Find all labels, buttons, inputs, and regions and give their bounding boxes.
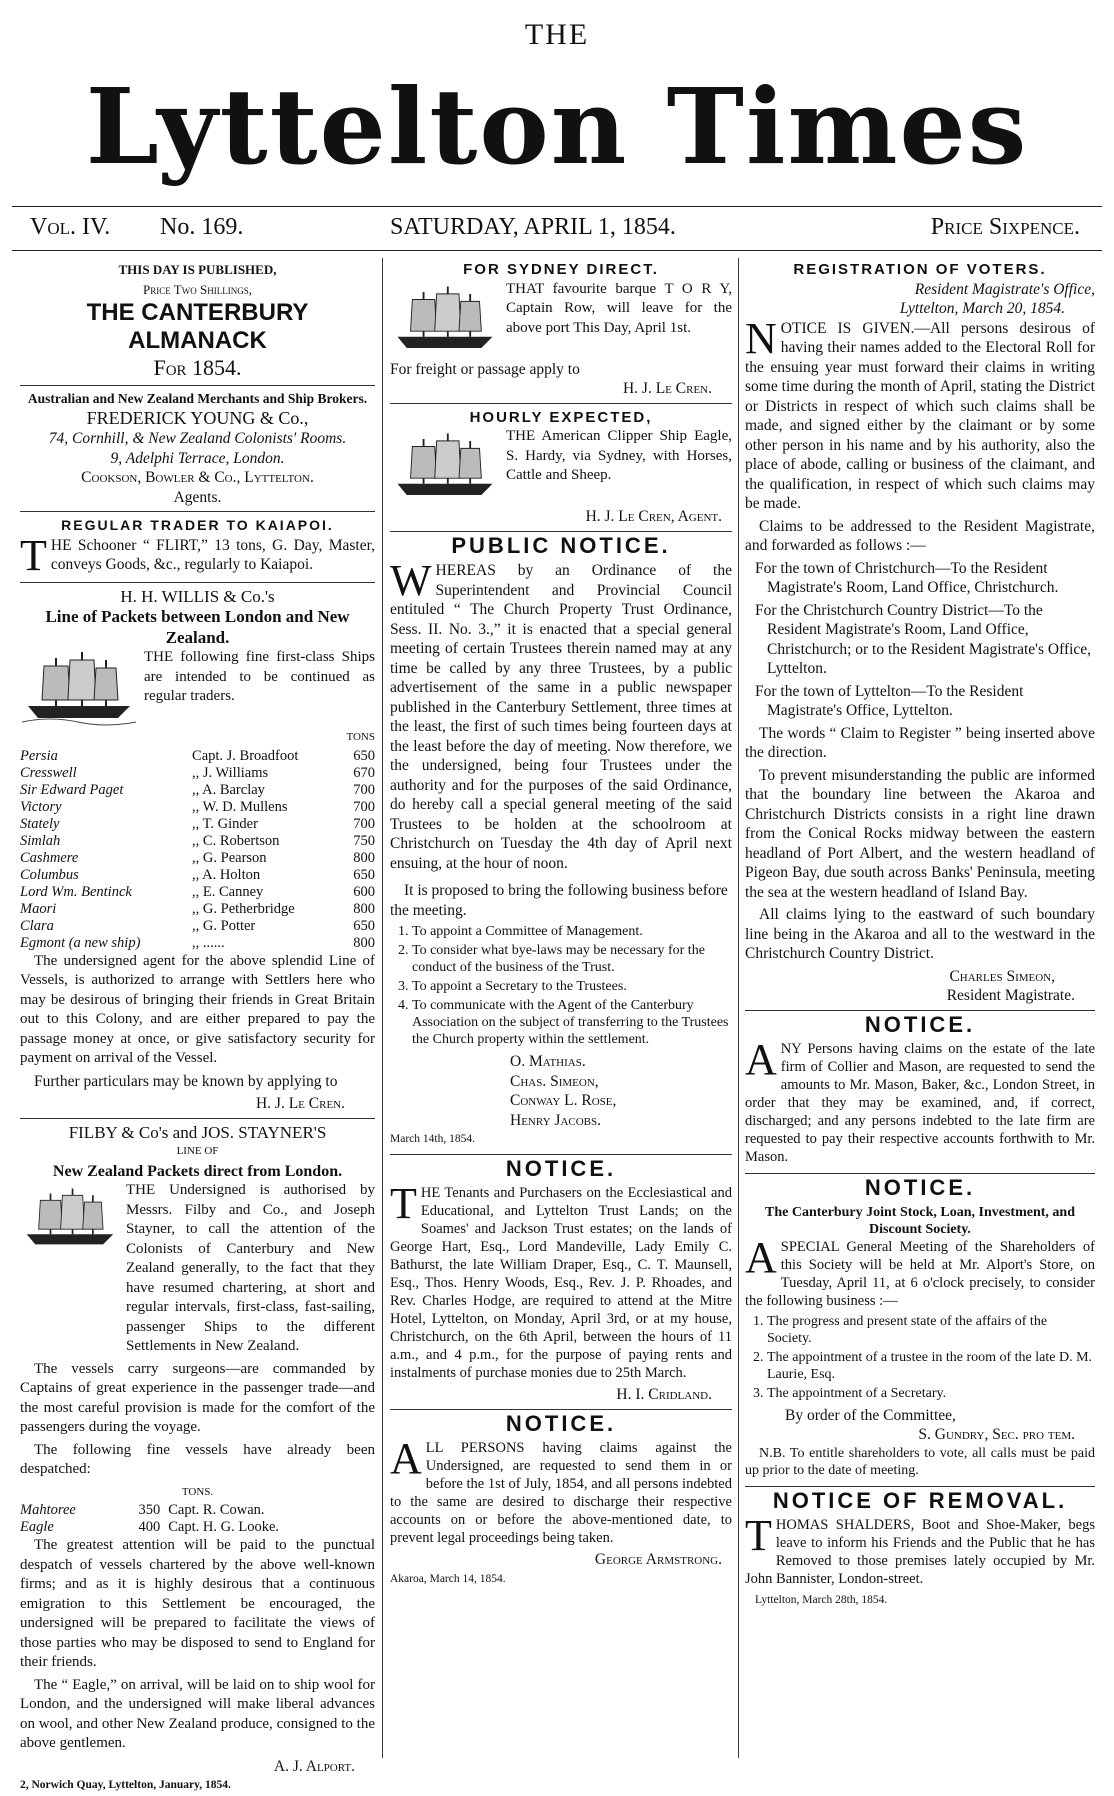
notice-society-subheading: The Canterbury Joint Stock, Loan, Investment, and Discount Society. — [765, 1204, 1075, 1237]
voters-office: Resident Magistrate's Office, — [914, 280, 1095, 298]
filby-body-5: The “ Eagle,” on arrival, will be laid on to ship wool for London, and the undersigned will make liberal advances on wool, and other New Zealand produce, consigned to the above gentlemen. — [20, 1676, 375, 1751]
notice-armstrong-body: ALL PERSONS having claims against the Undersigned, are requested to send them in or before the 1st of July, 1854, and all persons indebted to the same are desired to discharge their respective accounts on or before the above-mentioned date, to prevent legal proceedings being taken. — [390, 1434, 732, 1546]
ship-name: Persia — [20, 747, 58, 764]
almanack-ad — [20, 260, 375, 386]
ship-name: Victory — [20, 798, 62, 815]
masthead-the: THE — [524, 18, 590, 51]
list-item: 3. To appoint a Secretary to the Trustees. — [412, 978, 732, 995]
ship-tons: 400 — [138, 1519, 161, 1535]
willis-intro: THE following fine first-class Ships are intended to be continued as regular traders. — [144, 649, 375, 704]
ship-name: Cashmere — [20, 849, 79, 866]
hourly-row — [390, 427, 732, 507]
young-address-1: 74, Cornhill, & New Zealand Colonists' Rooms. — [48, 430, 347, 447]
almanack-subtitle: For 1854. — [153, 355, 242, 380]
young-address-2: 9, Adelphi Terrace, London. — [110, 449, 285, 467]
price: Price Sixpence. — [930, 214, 1080, 240]
ship-captain: ,, C. Robertson — [192, 832, 280, 849]
sydney-ad — [390, 260, 732, 404]
table-row — [20, 1502, 375, 1519]
column-divider — [382, 258, 383, 1758]
issue-number: No. 169. — [160, 214, 244, 240]
table-row — [20, 918, 375, 935]
ship-name: Egmont (a new ship) — [20, 934, 141, 951]
table-row — [20, 799, 375, 816]
list-item: 4. To communicate with the Agent of the Canterbury Association on the subject of transferring to the Trustees the Church property within the settlement. — [412, 997, 732, 1048]
table-row — [20, 867, 375, 884]
filby-title: New Zealand Packets direct from London. — [52, 1162, 343, 1180]
notice-heading: NOTICE. — [505, 1155, 617, 1181]
notice-tenants-signature: H. I. Cridland. — [616, 1386, 712, 1403]
masthead-rule — [12, 206, 1102, 207]
ship-tons: 700 — [353, 781, 375, 798]
notice-heading: NOTICE. — [864, 1011, 976, 1037]
voters-heading: REGISTRATION OF VOTERS. — [793, 261, 1047, 278]
notice-removal-heading: NOTICE OF REMOVAL. — [772, 1487, 1068, 1513]
willis-body: The undersigned agent for the above splendid Line of Vessels, is authorized to arrange with Settlers here who may be desirous of bringing their friends in Great Britain out to this Colony, and are either prepared to pay the passage money at once, or give satisfactory security for payment on arrival of the Vessel. — [20, 952, 375, 1066]
young-ad — [20, 390, 375, 512]
notice-tenants-body: THE Tenants and Purchasers on the Ecclesiastical and Educational, and Lyttelton Trust Lands; on the Soames' and Jackson Trust estates; on the lands of George Hart, Esq., Lord Mandeville, Lady Emily C. Bathurst, the late William Draper, Esq., C. T. Maunsell, Esq., Thos. Henry Woods, Esq., Rev. J. P. Rhoades, and Rev. Charles Hodge, are required to attend at the Mitre Hotel, Lyttelton, on Monday, April 3rd, or at my house, Christchurch, on the 6th April, between the hours of 11 a.m., and 4 p.m., for the purpose of paying rents and instalments of purchase monies due to 25th March. — [390, 1179, 732, 1381]
notice-mason — [745, 1011, 1095, 1175]
filby-body-1: THE Undersigned is authorised by Messrs. Filby and Co., and Joseph Stayner, to call the attention of the Colonists of Canterbury and New Zealand generally, to the fact that they have resumed chartering, at short and regular intervals, first-class, fast-sailing, passenger Ships to the different Settlements in New Zealand. — [126, 1182, 375, 1354]
notice-armstrong — [390, 1410, 732, 1590]
ship-captain: ,, T. Ginder — [192, 815, 258, 832]
notice-heading: NOTICE. — [864, 1175, 976, 1200]
filby-signature: A. J. Alport. — [273, 1757, 355, 1775]
voters-body-4: To prevent misunderstanding the public are informed that the boundary line between the Akaroa and Christchurch Districts consists in a right line drawn from the Conical Rocks midway between the eastern headland of Port Albert, and the western headland of Pigeon Bay, due south across Banks' Peninsula, meeting the sea at the western headland of Island Bay. — [745, 766, 1095, 901]
notice-tenants — [390, 1155, 732, 1410]
almanack-title: THE CANTERBURY ALMANACK — [86, 299, 309, 354]
filby-body-4: The greatest attention will be paid to the punctual despatch of vessels chartered by the above well-known firms; and as it is highly desirous that a continuous emigration to this Settlement be encouraged, the undersigned will be prepared to facilitate the views of those parties who may be disposed to send to England for their friends. — [20, 1537, 375, 1670]
dateline-rule — [12, 250, 1102, 251]
ship-tons: 700 — [353, 798, 375, 815]
table-row — [20, 850, 375, 867]
ship-captain: ,, W. D. Mullens — [192, 798, 288, 815]
ship-name: Cresswell — [20, 764, 77, 781]
voters-item-2: For the Christchurch Country District—To the Resident Magistrate's Room, Land Office, Christchurch; or to the Resident Magistrate's Office, Lyttelton. — [755, 601, 1092, 677]
willis-ship-table — [20, 748, 375, 952]
public-notice-items — [390, 923, 732, 1048]
column-3 — [745, 260, 1095, 1760]
ship-tons: 670 — [353, 764, 375, 781]
notice-society-body: ASPECIAL General Meeting of the Shareholders of this Society will be held at Mr. Alport's Store, on Tuesday, April 11, at 6 o'clock precisely, to consider the following business :— — [745, 1232, 1095, 1309]
filby-intro-row — [20, 1181, 375, 1360]
notice-mason-body: ANY Persons having claims on the estate of the late firm of Collier and Mason, are requested to send the amounts to Mr. Mason, Baker, &c., London Street, in order that they may be examined, and, if correct, discharged; and any persons indebted to the late firm are requested to pay their respective accounts forthwith to Mr. Mason. — [745, 1035, 1095, 1165]
table-row — [20, 816, 375, 833]
ship-captain: ,, G. Petherbridge — [192, 900, 295, 917]
young-agents-label: Agents. — [173, 488, 222, 506]
ship-captain: ,, J. Williams — [192, 764, 269, 781]
table-row — [20, 833, 375, 850]
ship-captain: ,, A. Holton — [192, 866, 261, 883]
public-notice-proposed: It is proposed to bring the following business before the meeting. — [390, 882, 728, 919]
ship-captain: ,, A. Barclay — [192, 781, 265, 798]
sailing-ship-icon — [390, 280, 500, 360]
table-row — [20, 1519, 375, 1536]
table-row — [20, 748, 375, 765]
notice-armstrong-signature: George Armstrong. — [594, 1551, 722, 1568]
filby-ship-table — [20, 1502, 375, 1536]
column-divider — [738, 258, 739, 1758]
notice-society-items — [745, 1313, 1095, 1402]
sydney-signature: H. J. Le Cren. — [622, 380, 712, 397]
notice-removal-body: THOMAS SHALDERS, Boot and Shoe-Maker, begs leave to inform his Friends and the Public that he has Removed to those premises lately occupied by Mr. John Bannister, London-street. — [745, 1511, 1095, 1587]
ship-captain: ,, ...... — [192, 934, 225, 951]
list-item: 3. The appointment of a Secretary. — [767, 1385, 1095, 1402]
column-2 — [390, 260, 732, 1760]
ship-tons: 800 — [353, 934, 375, 951]
filby-tons-label: TONS. — [181, 1485, 214, 1498]
sydney-heading: FOR SYDNEY DIRECT. — [463, 261, 659, 278]
table-row — [20, 901, 375, 918]
ship-name: Mahtoree — [20, 1502, 76, 1518]
young-name: FREDERICK YOUNG & Co., — [86, 408, 309, 428]
hourly-body: THE American Clipper Ship Eagle, S. Hardy, via Sydney, with Horses, Cattle and Sheep. — [506, 428, 732, 483]
voters-item-1: For the town of Christchurch—To the Resident Magistrate's Room, Land Office, Christchurch. — [755, 559, 1059, 596]
ship-tons: 600 — [353, 883, 375, 900]
hourly-heading: HOURLY EXPECTED, — [469, 408, 653, 426]
table-row — [20, 884, 375, 901]
list-item: 2. The appointment of a trustee in the room of the late D. M. Laurie, Esq. — [767, 1349, 1095, 1383]
voters-signature: Charles Simeon, — [949, 967, 1055, 985]
notice-heading: NOTICE. — [505, 1410, 617, 1436]
willis-tons-label: TONS — [346, 731, 375, 743]
willis-signature: H. J. Le Cren. — [255, 1095, 345, 1112]
filby-footer: 2, Norwich Quay, Lyttelton, January, 1854. — [20, 1779, 231, 1791]
signer: O. Mathias. — [510, 1053, 586, 1070]
issue-date: SATURDAY, APRIL 1, 1854. — [390, 214, 676, 240]
ship-captain: ,, G. Pearson — [192, 849, 267, 866]
masthead-title: Lyttelton Times — [85, 65, 1029, 188]
young-agents: Cookson, Bowler & Co., Lyttelton. — [81, 469, 314, 486]
sailing-ship-icon — [20, 1181, 120, 1257]
ship-tons: 650 — [353, 866, 375, 883]
ship-tons: 350 — [138, 1502, 161, 1518]
ship-name: Stately — [20, 815, 60, 832]
table-row — [20, 765, 375, 782]
ship-name: Maori — [20, 900, 57, 917]
ship-captain: ,, G. Potter — [192, 917, 256, 934]
voters-body-1: NOTICE IS GIVEN.—All persons desirous of having their names added to the Electoral Roll for the ensuing year must forward their claims in writing some time during the month of April, stating the District or Districts in respect of which such claims shall be made, and signed either by the claimant or by some other person in his name and by his authority, also the place of abode, calling or business of the claimant, and the qualification, in respect of which such claims may be made. — [745, 313, 1095, 512]
ship-name: Simlah — [20, 832, 61, 849]
filby-body-3: The following fine vessels have already been despatched: — [20, 1441, 375, 1477]
willis-ad — [20, 587, 375, 1119]
table-row — [20, 782, 375, 799]
voters-body-3: The words “ Claim to Register ” being inserted above the direction. — [745, 724, 1095, 761]
ship-name: Lord Wm. Bentinck — [20, 883, 132, 900]
sydney-freight: For freight or passage apply to — [390, 360, 580, 378]
filby-lineof: LINE OF — [176, 1145, 219, 1157]
hourly-ad — [390, 408, 732, 532]
young-heading: Australian and New Zealand Merchants and Ship Brokers. — [27, 391, 368, 406]
notice-society-signature: S. Gundry, Sec. pro tem. — [918, 1426, 1075, 1443]
ship-tons: 750 — [353, 832, 375, 849]
public-notice-body: WHEREAS by an Ordinance of the Superintendent and Provincial Council entituled “ The Church Property Trust Ordinance, Sess. II. No. 3.,” it is enacted that a special general meeting of certain Trustees therein named may at any time be called by any three Trustees, by a public advertisement of the same in a public newspaper published in the Canterbury Settlement, three times at the least, the first of such times being fourteen days at the least before the day of meeting. Now therefore, we the undersigned, being four Trustees under the authority and for the purposes of the said Ordinance, do hereby call a special general meeting of the said Trustees to be holden at the schoolroom at Christchurch on Tuesday the 4th day of April next ensuing, at the hour of noon. — [390, 556, 732, 872]
ship-captain: Capt. J. Broadfoot — [192, 747, 299, 764]
signer: Chas. Simeon, — [510, 1072, 599, 1090]
voters-body-5: All claims lying to the eastward of such boundary line being in the Akaroa and all to the westward in the Christchurch Country District. — [745, 906, 1095, 962]
public-notice-date: March 14th, 1854. — [390, 1133, 475, 1145]
ship-name: Sir Edward Paget — [20, 781, 124, 798]
sailing-ship-icon — [20, 648, 138, 728]
kaiapoi-body: THE Schooner “ FLIRT,” 13 tons, G. Day, Master, conveys Goods, &c., regularly to Kaiapoi. — [20, 530, 375, 580]
notice-society-order: By order of the Committee, — [785, 1406, 956, 1424]
ship-tons: 800 — [353, 849, 375, 866]
public-notice-heading: PUBLIC NOTICE. — [451, 532, 671, 558]
ship-tons: 650 — [353, 917, 375, 934]
notice-society-nb: N.B. To entitle shareholders to vote, all calls must be paid up prior to the date of meeting. — [745, 1445, 1095, 1478]
dateline — [20, 214, 1090, 248]
filby-body-2: The vessels carry surgeons—are commanded by Captains of great experience in the passenger trade—and the most careful provision is made for the comfort of the passengers during the voyage. — [20, 1360, 375, 1435]
kaiapoi-heading: REGULAR TRADER TO KAIAPOI. — [61, 517, 334, 533]
notice-removal — [745, 1487, 1095, 1611]
voters-body-2: Claims to be addressed to the Resident Magistrate, and forwarded as follows :— — [745, 517, 1095, 554]
ship-tons: 800 — [353, 900, 375, 917]
sydney-body: THAT favourite barque T O R Y, Captain Row, will leave for the above port This Day, April 1st. — [506, 280, 732, 336]
willis-further: Further particulars may be known by applying to — [34, 1072, 338, 1090]
willis-name: H. H. WILLIS & Co.'s — [120, 586, 275, 606]
notice-armstrong-date: Akaroa, March 14, 1854. — [390, 1572, 506, 1585]
ship-name: Eagle — [20, 1519, 54, 1535]
ship-name: Clara — [20, 917, 54, 934]
ship-tons: 700 — [353, 815, 375, 832]
ship-captain: Capt. R. Cowan. — [168, 1502, 265, 1518]
voters-item-3: For the town of Lyttelton—To the Resident Magistrate's Office, Lyttelton. — [755, 682, 1024, 719]
willis-title: Line of Packets between London and New Zealand. — [45, 607, 350, 647]
signer: Conway L. Rose, — [510, 1092, 617, 1109]
filby-ad — [20, 1123, 375, 1796]
signer: Henry Jacobs. — [510, 1111, 601, 1129]
ship-captain: ,, E. Canney — [192, 883, 264, 900]
filby-heading: FILBY & Co's and JOS. STAYNER'S — [68, 1122, 327, 1142]
notice-removal-date: Lyttelton, March 28th, 1854. — [755, 1594, 888, 1606]
voters-notice — [745, 260, 1095, 1011]
notice-society — [745, 1175, 1095, 1487]
kaiapoi-ad — [20, 516, 375, 583]
list-item: 1. To appoint a Committee of Management. — [412, 923, 732, 940]
almanack-price: Price Two Shillings, — [143, 281, 252, 297]
ship-tons: 650 — [353, 747, 375, 764]
voters-signature-title: Resident Magistrate. — [946, 987, 1075, 1004]
hourly-signature: H. J. Le Cren, Agent. — [585, 508, 722, 525]
ship-name: Columbus — [20, 866, 79, 883]
table-row — [20, 935, 375, 952]
almanack-line1: THIS DAY IS PUBLISHED, — [118, 262, 277, 277]
column-1 — [20, 260, 375, 1791]
public-notice — [390, 532, 732, 1155]
volume: Vol. IV. — [30, 214, 111, 240]
willis-intro-row — [20, 648, 375, 728]
voters-place: Lyttelton, March 20, 1854. — [899, 300, 1065, 317]
list-item: 1. The progress and present state of the affairs of the Society. — [767, 1313, 1095, 1347]
sydney-row — [390, 280, 732, 360]
list-item: 2. To consider what bye-laws may be necessary for the conduct of the business of the Trust. — [412, 942, 732, 976]
ship-captain: Capt. H. G. Looke. — [168, 1519, 280, 1535]
sailing-ship-icon — [390, 427, 500, 507]
